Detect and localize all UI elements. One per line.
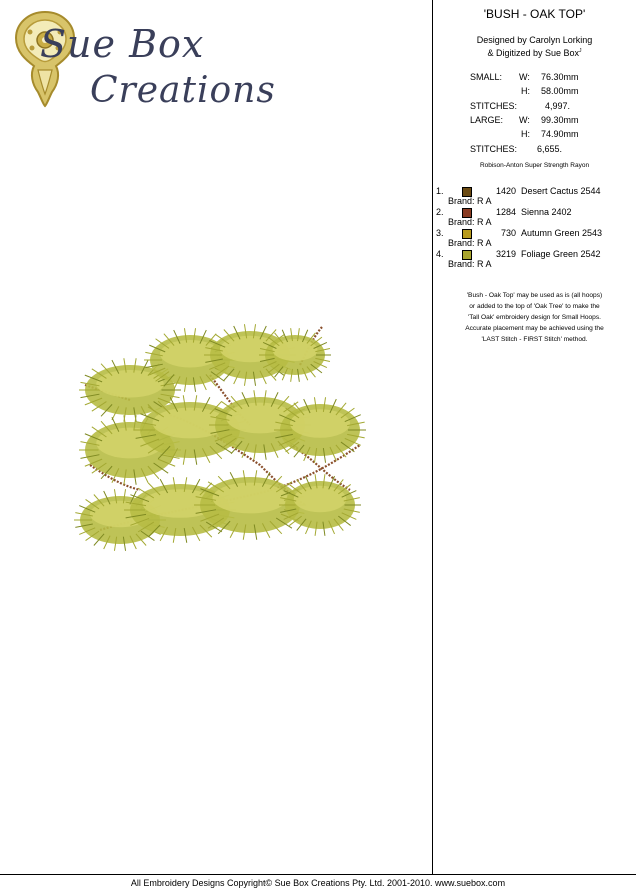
note-line: Accurate placement may be achieved using the [465,325,604,332]
small-width: 76.30mm [541,72,579,82]
brand-logo [10,8,276,118]
logo-text-line1: Sue Box [40,22,205,66]
footer-divider [0,874,636,875]
small-w-label: W: [519,72,530,82]
color-brand: Brand: R A [448,259,492,269]
color-code: 3219 [495,249,516,259]
large-h-label: H: [521,129,530,139]
large-height: 74.90mm [541,129,579,139]
note-line: 'LAST Stitch - FIRST Stitch' method. [481,336,588,343]
color-name: Sienna 2402 [521,207,572,217]
small-height: 58.00mm [541,86,579,96]
designer-line1: Designed by Carolyn Lorking [476,35,593,45]
color-code: 1284 [495,207,516,217]
color-row [436,228,636,250]
column-divider [432,0,433,874]
note-line: 'Tall Oak' embroidery design for Small Hoops. [468,314,601,321]
large-w-label: W: [519,115,530,125]
small-h-label: H: [521,86,530,96]
color-number: 3. [436,228,444,238]
color-brand: Brand: R A [448,217,492,227]
note-line: or added to the top of 'Oak Tree' to make the [469,303,600,310]
color-name: Desert Cactus 2544 [521,186,601,196]
color-code: 1420 [495,186,516,196]
large-stitches-label: STITCHES: [470,144,518,154]
large-label: LARGE: [470,115,504,125]
small-stitches-label: STITCHES: [470,101,518,111]
color-brand: Brand: R A [448,238,492,248]
usage-note [433,290,636,345]
color-name: Foliage Green 2542 [521,249,601,259]
color-number: 4. [436,249,444,259]
designer-mark: J [579,48,582,54]
color-row [436,207,636,229]
color-name: Autumn Green 2543 [521,228,603,238]
small-stitches: 4,997. [545,101,571,111]
color-number: 1. [436,186,444,196]
thread-brand: Robison-Anton Super Strength Rayon [479,162,590,169]
bush-illustration [60,315,380,560]
small-label: SMALL: [470,72,503,82]
designer-line2-text: & Digitized by Sue Box [487,48,580,58]
design-title: 'BUSH - OAK TOP' [483,7,586,21]
copyright-footer: All Embroidery Designs Copyright© Sue Box Creations Pty. Ltd. 2001-2010. www.suebox.com [130,878,506,888]
large-stitches: 6,655. [537,144,563,154]
note-line: 'Bush - Oak Top' may be used as is (all hoops) [466,292,603,299]
color-brand: Brand: R A [448,196,492,206]
color-code: 730 [500,228,516,238]
logo-text-line2: Creations [90,70,276,111]
large-width: 99.30mm [541,115,579,125]
color-row [436,249,636,271]
designer-line2 [433,48,636,58]
color-row [436,186,636,208]
embroidery-design-image [60,315,380,560]
color-number: 2. [436,207,444,217]
